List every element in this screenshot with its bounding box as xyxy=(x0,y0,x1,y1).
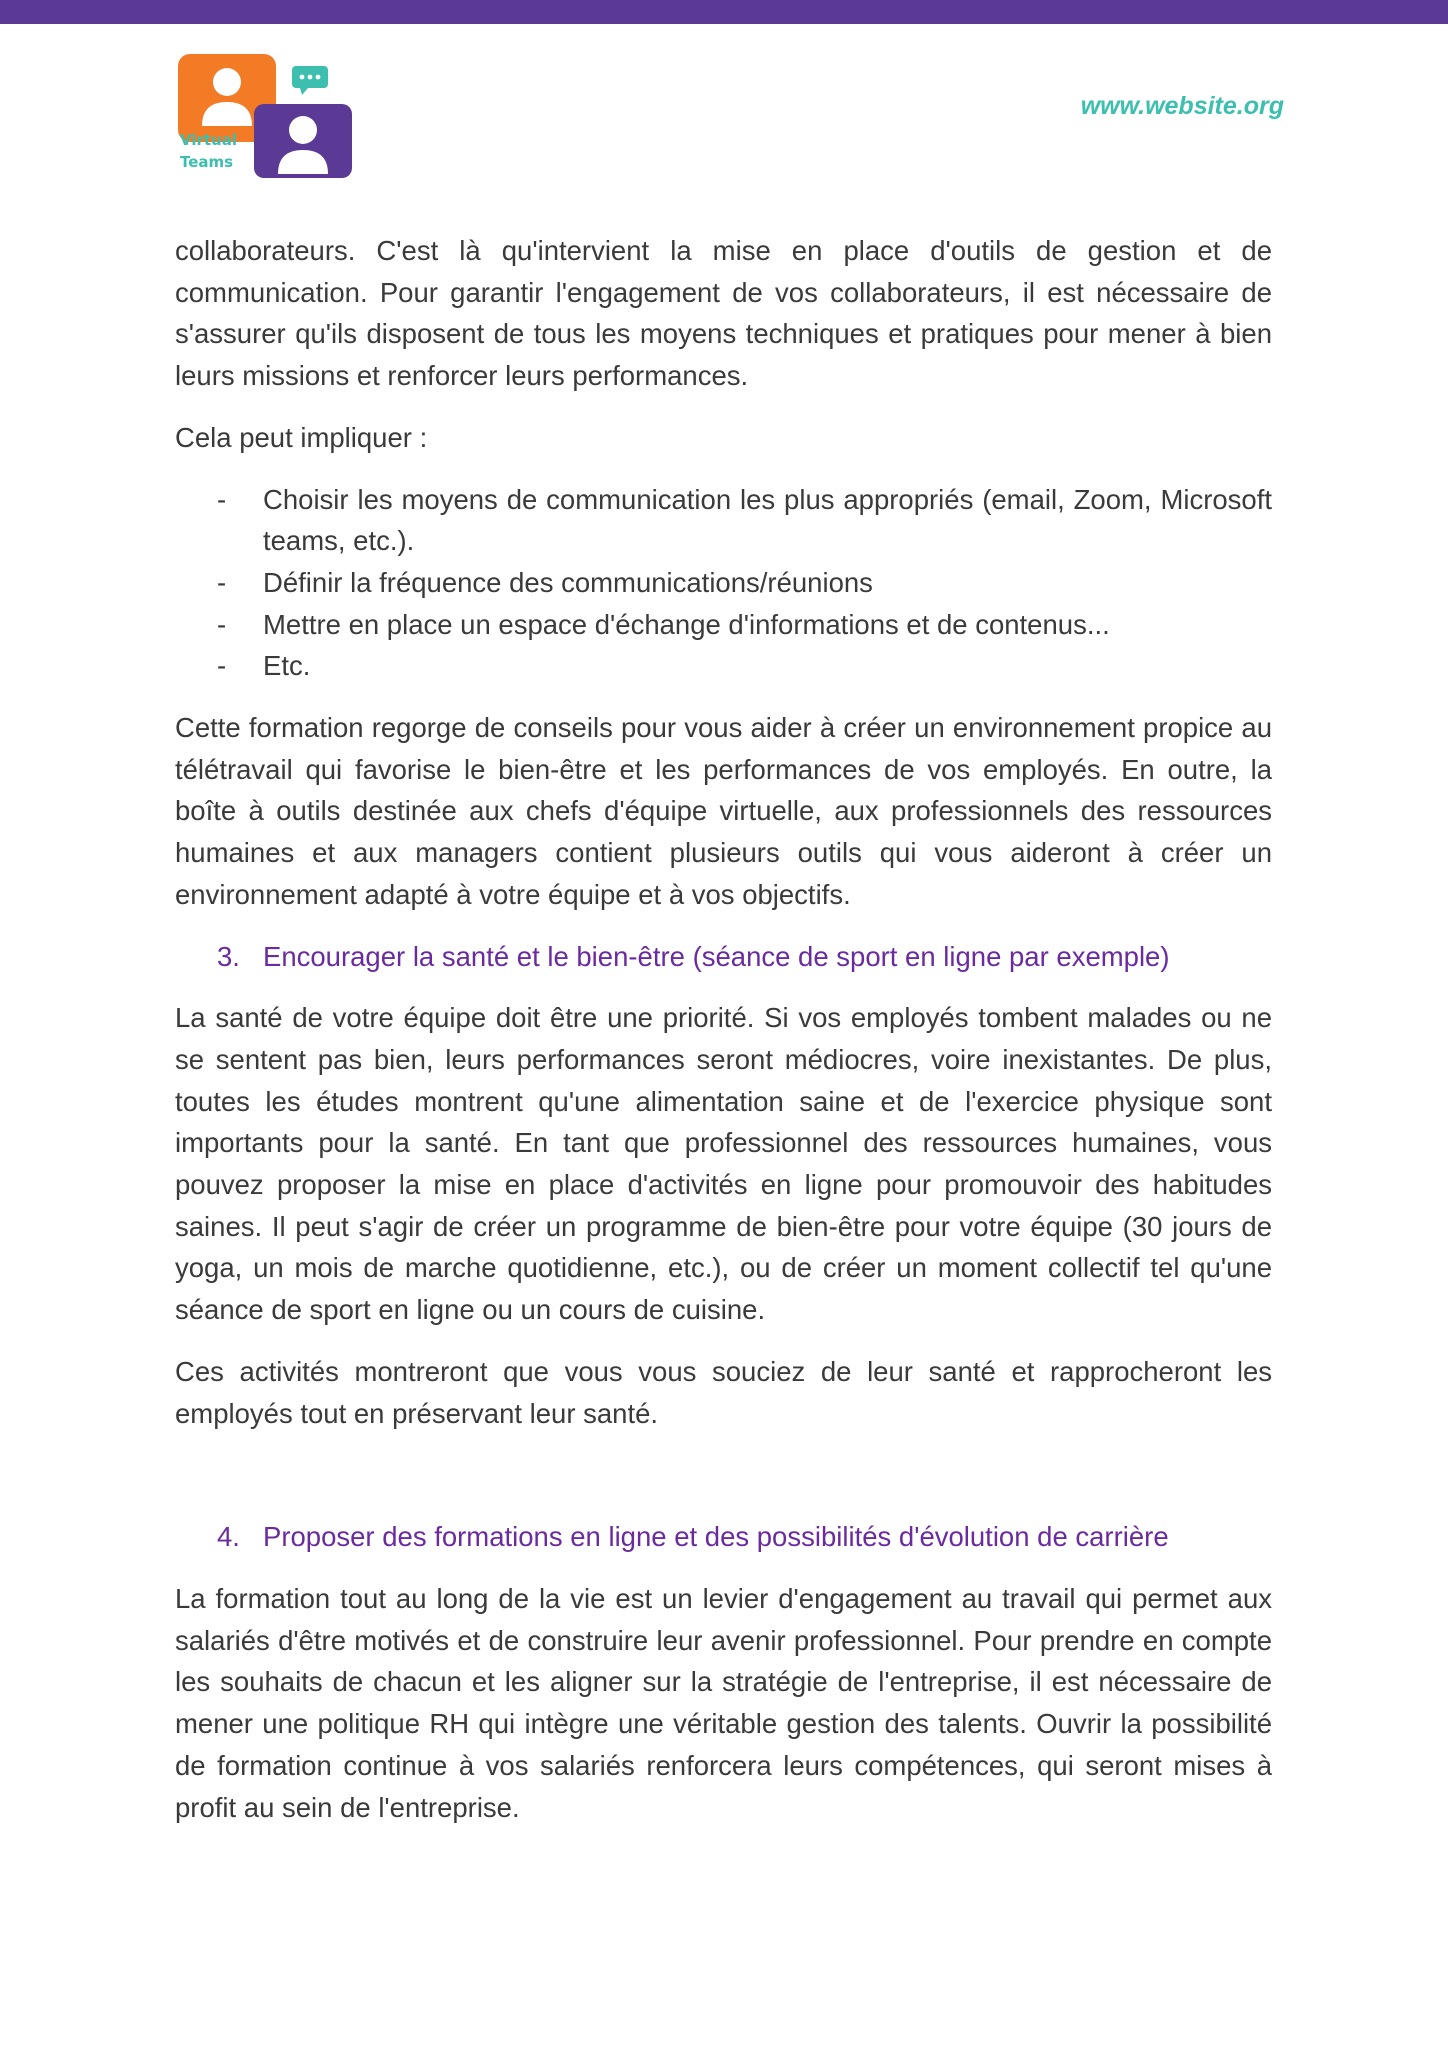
section-number: 4. xyxy=(217,1521,240,1553)
list-dash: - xyxy=(217,566,227,598)
section-title: Proposer des formations en ligne et des possibilités d'évolution de carrière xyxy=(263,1521,1169,1553)
paragraph-implications-intro: Cela peut impliquer : xyxy=(175,421,428,453)
implications-list xyxy=(175,479,1272,688)
list-item: - Définir la fréquence des communications/réunions xyxy=(175,562,1272,604)
list-item: - Choisir les moyens de communication les plus appropriés (email, Zoom, Microsoft teams, etc.). xyxy=(175,479,1272,562)
list-dash: - xyxy=(217,608,227,640)
paragraph-tools: collaborateurs. C'est là qu'intervient la mise en place d'outils de gestion et de communication. Pour garantir l'engagement de vos collaborateurs, il est nécessaire de s'assurer qu'ils disposent de tous les moyens techniques et pratiques pour mener à bien leurs missions et renforcer leurs performances. xyxy=(175,235,1272,392)
list-item: - Etc. xyxy=(175,645,1272,687)
section-number: 3. xyxy=(217,940,240,972)
spacer xyxy=(175,1454,1272,1516)
section-heading-3 xyxy=(175,936,1272,978)
virtual-teams-logo xyxy=(176,52,356,180)
section-title: Encourager la santé et le bien-être (séance de sport en ligne par exemple) xyxy=(263,940,1170,972)
svg-text:Virtual: Virtual xyxy=(180,131,237,149)
svg-text:Teams: Teams xyxy=(180,153,234,171)
top-accent-bar xyxy=(0,0,1448,24)
list-dash: - xyxy=(217,650,227,682)
document-body xyxy=(175,230,1272,1848)
paragraph-lifelong-learning: La formation tout au long de la vie est un levier d'engagement au travail qui permet aux salariés d'être motivés et de construire leur avenir professionnel. Pour prendre en compte les souhaits de chacun et les aligner sur la stratégie de l'entreprise, il est nécessaire de mener une politique RH qui intègre une véritable gestion des talents. Ouvrir la possibilité de formation continue à vos salariés renforcera leurs compétences, qui seront mises à profit au sein de l'entreprise. xyxy=(175,1582,1272,1823)
paragraph-training: Cette formation regorge de conseils pour vous aider à créer un environnement propice au télétravail qui favorise le bien-être et les performances de vos employés. En outre, la boîte à outils destinée aux chefs d'équipe virtuelle, aux professionnels des ressources humaines et aux managers contient plusieurs outils qui vous aideront à créer un environnement adapté à votre équipe et à vos objectifs. xyxy=(175,712,1272,910)
list-dash: - xyxy=(217,483,227,515)
website-link[interactable]: www.website.org xyxy=(1080,92,1284,120)
paragraph-health: La santé de votre équipe doit être une priorité. Si vos employés tombent malades ou ne se sentent pas bien, leurs performances seront médiocres, voire inexistantes. De plus, toutes les études montrent qu'une alimentation saine et de l'exercice physique sont importants pour la santé. En tant que professionnel des ressources humaines, vous pouvez proposer la mise en place d'activités en ligne pour promouvoir des habitudes saines. Il peut s'agir de créer un programme de bien-être pour votre équipe (30 jours de yoga, un mois de marche quotidienne, etc.), ou de créer un moment collectif tel qu'une séance de sport en ligne ou un cours de cuisine. xyxy=(175,1002,1272,1326)
list-item: - Mettre en place un espace d'échange d'informations et de contenus... xyxy=(175,604,1272,646)
paragraph-activities: Ces activités montreront que vous vous souciez de leur santé et rapprocheront les employés tout en préservant leur santé. xyxy=(175,1355,1272,1429)
section-heading-4 xyxy=(175,1516,1272,1558)
